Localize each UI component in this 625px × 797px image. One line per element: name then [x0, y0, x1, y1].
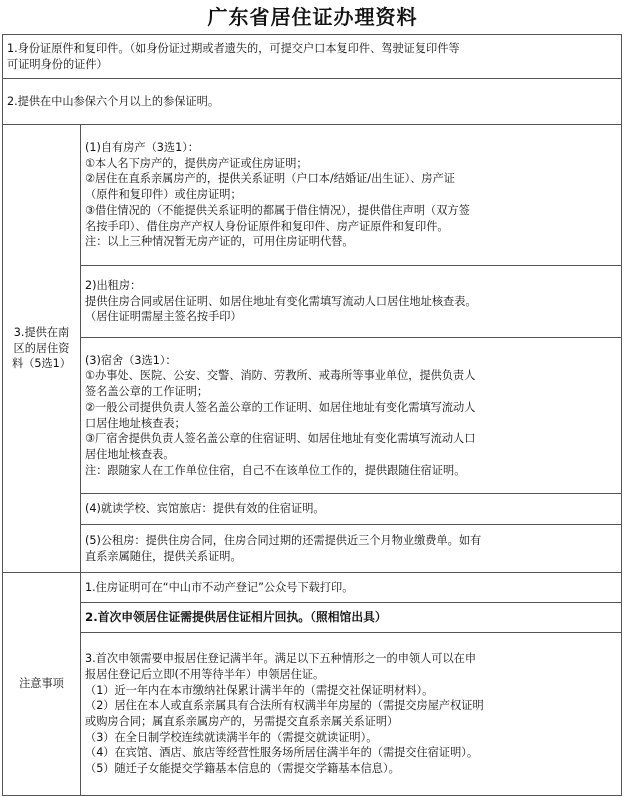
text-line: 3.提供在南	[13, 325, 70, 339]
dormitory-option	[81, 338, 622, 494]
table-row	[3, 525, 622, 573]
text-line: 名按手印）、借住房产产权人身份证原件和复印件、房产证原件和复印件。	[85, 219, 449, 233]
table-row	[3, 573, 622, 603]
table-row	[3, 633, 622, 796]
note-1	[81, 573, 622, 603]
text-line: 1.住房证明可在“中山市不动产登记”公众号下载打印。	[85, 580, 354, 594]
note-3	[81, 633, 622, 796]
text-line: （1）近一年内在本市缴纳社保累计满半年的（需提交社保证明材料）。	[85, 683, 434, 697]
text-line: 或购房合同；属直系亲属房产的，另需提交直系亲属关系证明）	[85, 715, 399, 728]
table-row	[3, 79, 622, 125]
requirements-table	[2, 34, 622, 796]
table-row	[3, 338, 622, 494]
own-house-option	[81, 125, 622, 266]
text-line: ②一般公司提供负责人签名盖公章的工作证明、如居住地址有变化需填写流动人	[85, 400, 476, 414]
text-line: (5)公租房：提供住房合同，住房合同过期的还需提供近三个月物业缴费单。如有	[85, 533, 482, 547]
text-line: (3)宿舍（3选1）：	[85, 353, 177, 367]
text-line: (1)自有房产（3选1）：	[85, 141, 199, 155]
text-line: 注：跟随家人在工作单位住宿，自己不在该单位工作的，提供跟随住宿证明。	[85, 463, 466, 477]
text-line: （4）在宾馆、酒店、旅店等经营性服务场所居住满半年的（需提交住宿证明）。	[85, 746, 479, 760]
text-line: （5）随迁子女能提交学籍基本信息的（需提交学籍基本信息）。	[85, 762, 400, 776]
residence-section-label	[3, 125, 81, 573]
text-line: 口居住地址核查表；	[85, 416, 186, 430]
text-line: ③厂宿舍提供负责人签名盖公章的住宿证明、如居住地址有变化需填写流动人口	[85, 432, 476, 446]
text-line: 提供住房合同或居住证明、如居住地址有变化需填写流动人口居住地址核查表。	[85, 294, 477, 308]
text-line: （原件和复印件）或住房证明；	[85, 188, 242, 202]
text-line: ③借住情况的（不能提供关系证明的都属于借住情况），提供借住声明（双方签	[85, 203, 470, 217]
page-title: 广东省居住证办理资料	[207, 5, 418, 29]
text-line: 注：以上三种情况暂无房产证的，可用住房证明代替。	[85, 235, 354, 249]
text-line: 签名盖公章的工作证明；	[85, 385, 209, 399]
text-line: 3.首次申领需要申报居住登记满半年。满足以下五种情形之一的申领人可以在申	[85, 652, 477, 666]
id-card-requirement	[3, 35, 622, 79]
text-line: （2）居住在本人或直系亲属具有合法所有权满半年房屋的（需提交房屋产权证明	[85, 699, 484, 713]
text-line: 2.首次申领居住证需提供居住证相片回执。（照相馆出具）	[85, 609, 387, 624]
text-line: （3）在全日制学校连续就读满半年的（需提交就读证明）。	[85, 730, 378, 744]
text-line: ②居住在直系亲属房产的，提供关系证明（户口本/结婚证/出生证）、房产证	[85, 172, 455, 186]
text-line: 2)出租房：	[85, 278, 142, 292]
text-line: 料（5选1）	[12, 357, 71, 371]
school-hotel-option	[81, 494, 622, 525]
text-line: 区的居住资	[13, 341, 70, 355]
note-2	[81, 603, 622, 633]
text-line: (4)就读学校、宾馆旅店：提供有效的住宿证明。	[85, 502, 325, 516]
text-line: ①办事处、医院、公安、交警、消防、劳教所、戒毒所等事业单位，提供负责人	[85, 369, 476, 383]
rental-option	[81, 266, 622, 338]
text-line: 居住地址核查表。	[85, 447, 175, 461]
text-line: ①本人名下房产的，提供房产证或住房证明；	[85, 156, 308, 170]
table-row	[3, 35, 622, 79]
table-row	[3, 603, 622, 633]
text-line: 直系亲属随住，提供关系证明。	[85, 549, 242, 563]
notes-label: 注意事项	[3, 573, 81, 796]
text-line: 1.身份证原件和复印件。（如身份证过期或者遗失的，可提交户口本复印件、驾驶证复印件等	[7, 41, 460, 55]
text-line: 报居住登记后立即(不用等待半年）申领居住证。	[85, 667, 325, 681]
table-row	[3, 266, 622, 338]
text-line: 2.提供在中山参保六个月以上的参保证明。	[7, 94, 220, 108]
public-housing-option	[81, 525, 622, 573]
text-line: 可证明身份的证件）	[7, 57, 108, 71]
text-line: （居住证明需屋主签名按手印）	[85, 310, 242, 324]
table-row	[3, 125, 622, 266]
table-row	[3, 494, 622, 525]
social-insurance-requirement	[3, 79, 622, 125]
